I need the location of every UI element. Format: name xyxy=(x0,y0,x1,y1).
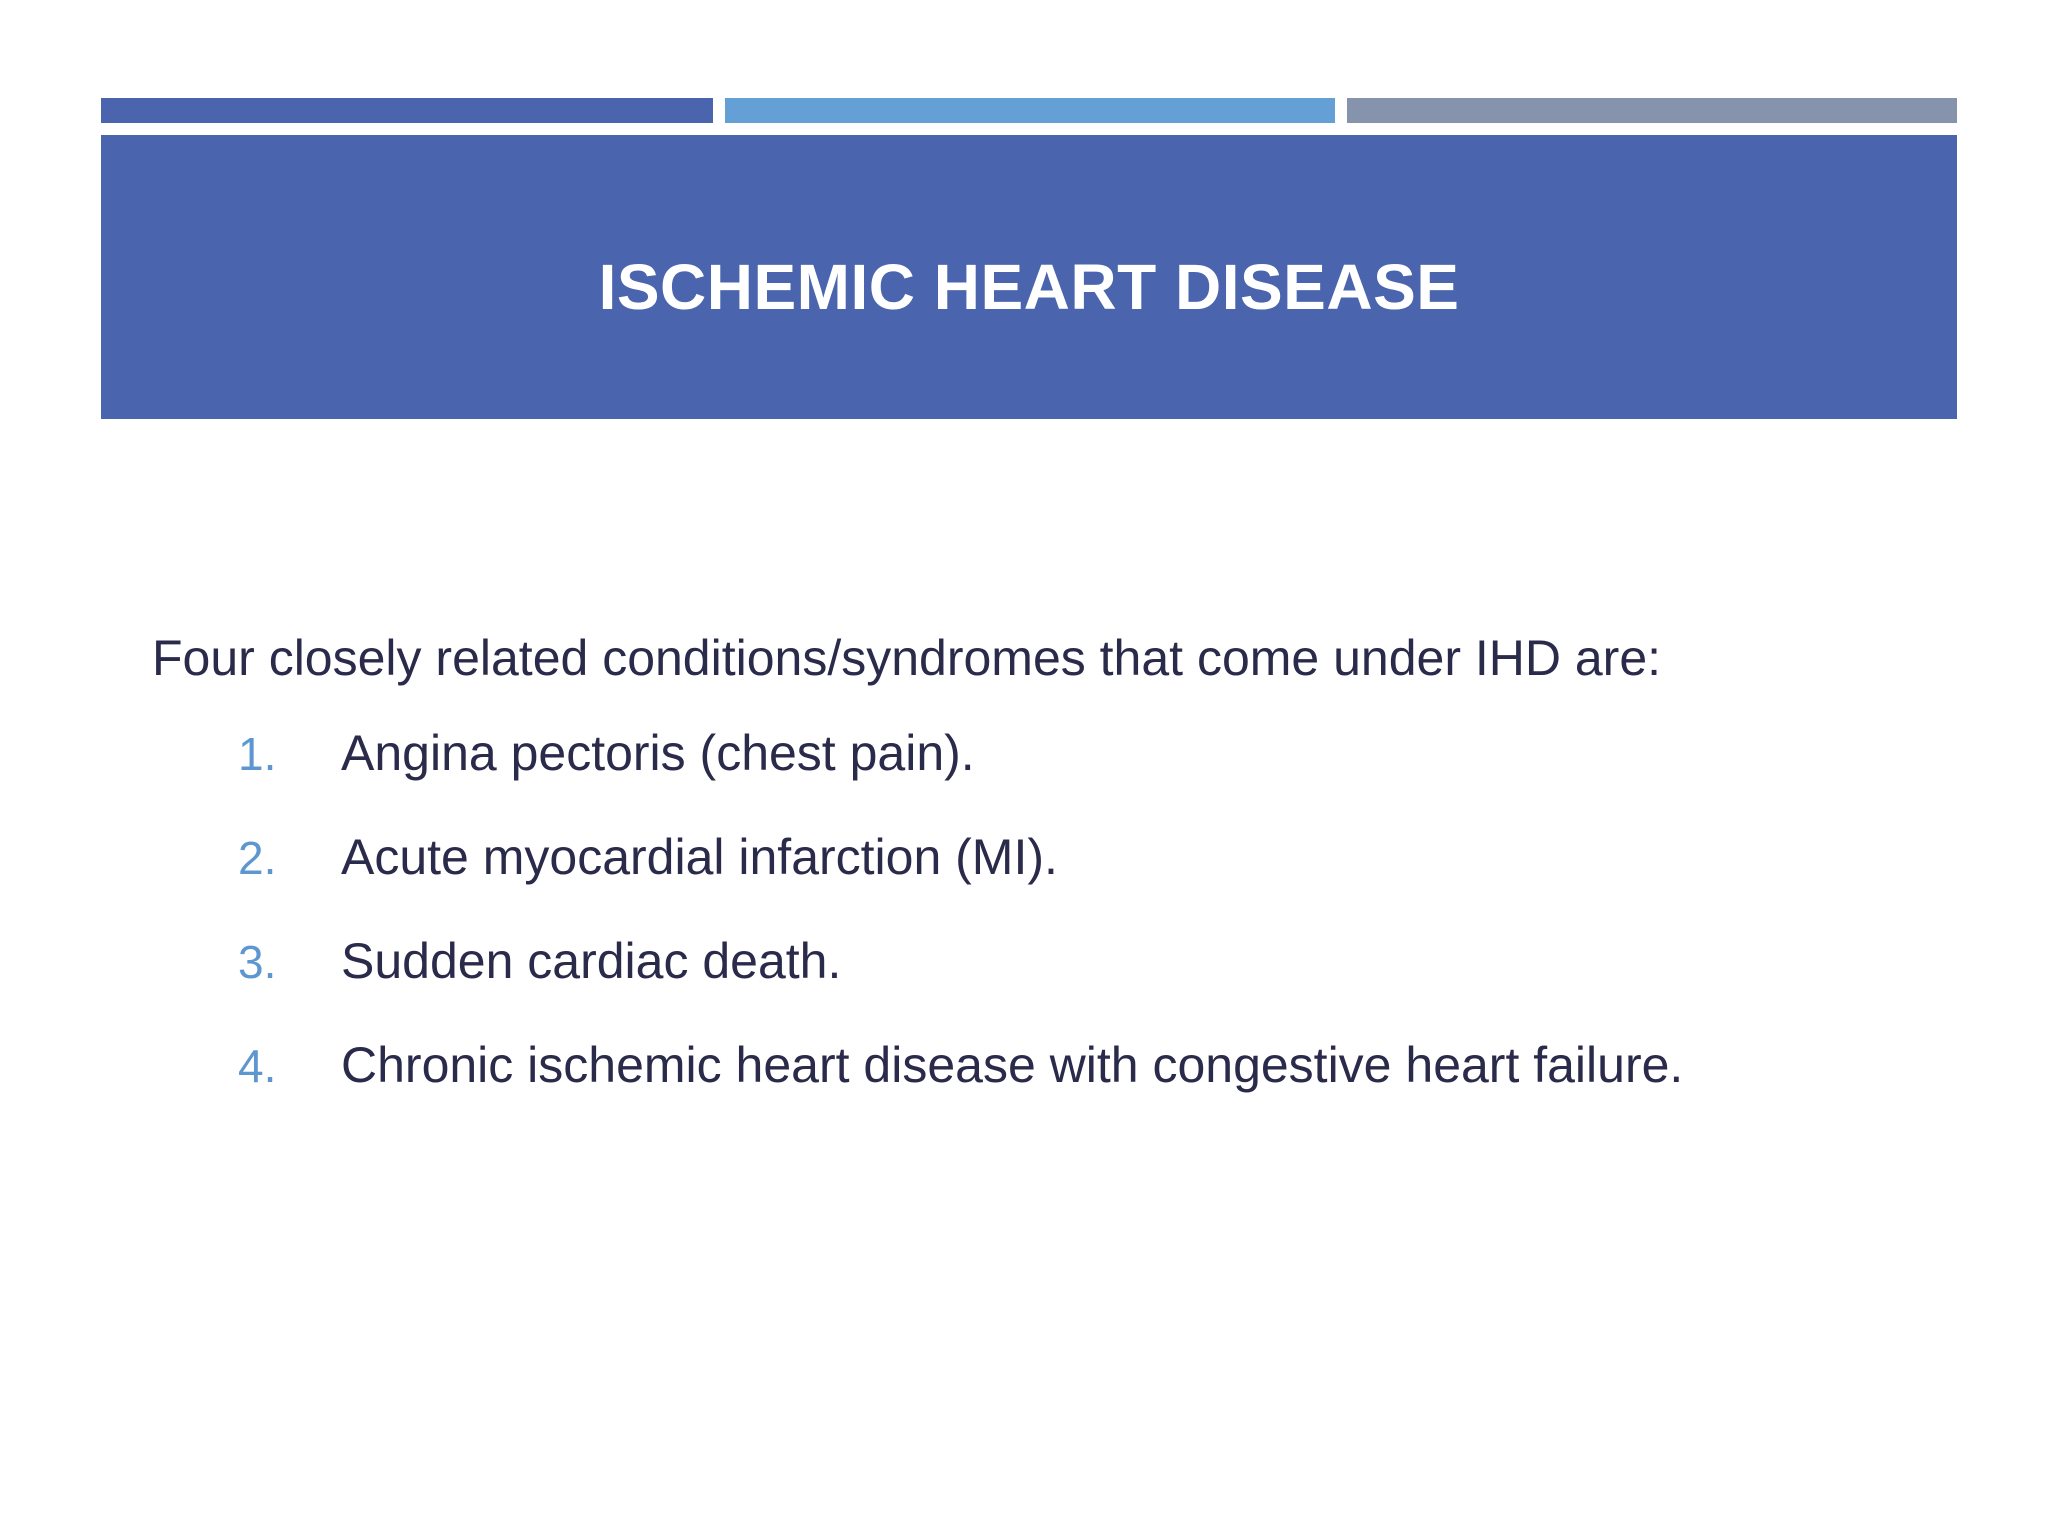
list-item-number: 2. xyxy=(238,832,277,884)
slide-title: ISCHEMIC HEART DISEASE xyxy=(598,250,1460,323)
list-item xyxy=(152,828,1912,932)
slide-content xyxy=(152,620,1912,1140)
list-item-number: 4. xyxy=(238,1040,277,1092)
conditions-list xyxy=(152,724,1912,1140)
intro-text: Four closely related conditions/syndromes that come under IHD are: xyxy=(152,630,1662,686)
list-item-text: Acute myocardial infarction (MI). xyxy=(341,829,1058,885)
list-item-text: Angina pectoris (chest pain). xyxy=(341,725,975,781)
list-item-number: 3. xyxy=(238,936,277,988)
list-item-text: Sudden cardiac death. xyxy=(341,933,842,989)
accent-bar-left xyxy=(101,98,713,123)
accent-bar-right xyxy=(1347,98,1957,123)
list-item-text: Chronic ischemic heart disease with congestive heart failure. xyxy=(341,1037,1684,1093)
list-item xyxy=(152,724,1912,828)
list-item xyxy=(152,1036,1912,1140)
title-band xyxy=(101,135,1957,419)
list-item-number: 1. xyxy=(238,728,277,780)
accent-bar-middle xyxy=(725,98,1335,123)
list-item xyxy=(152,932,1912,1036)
